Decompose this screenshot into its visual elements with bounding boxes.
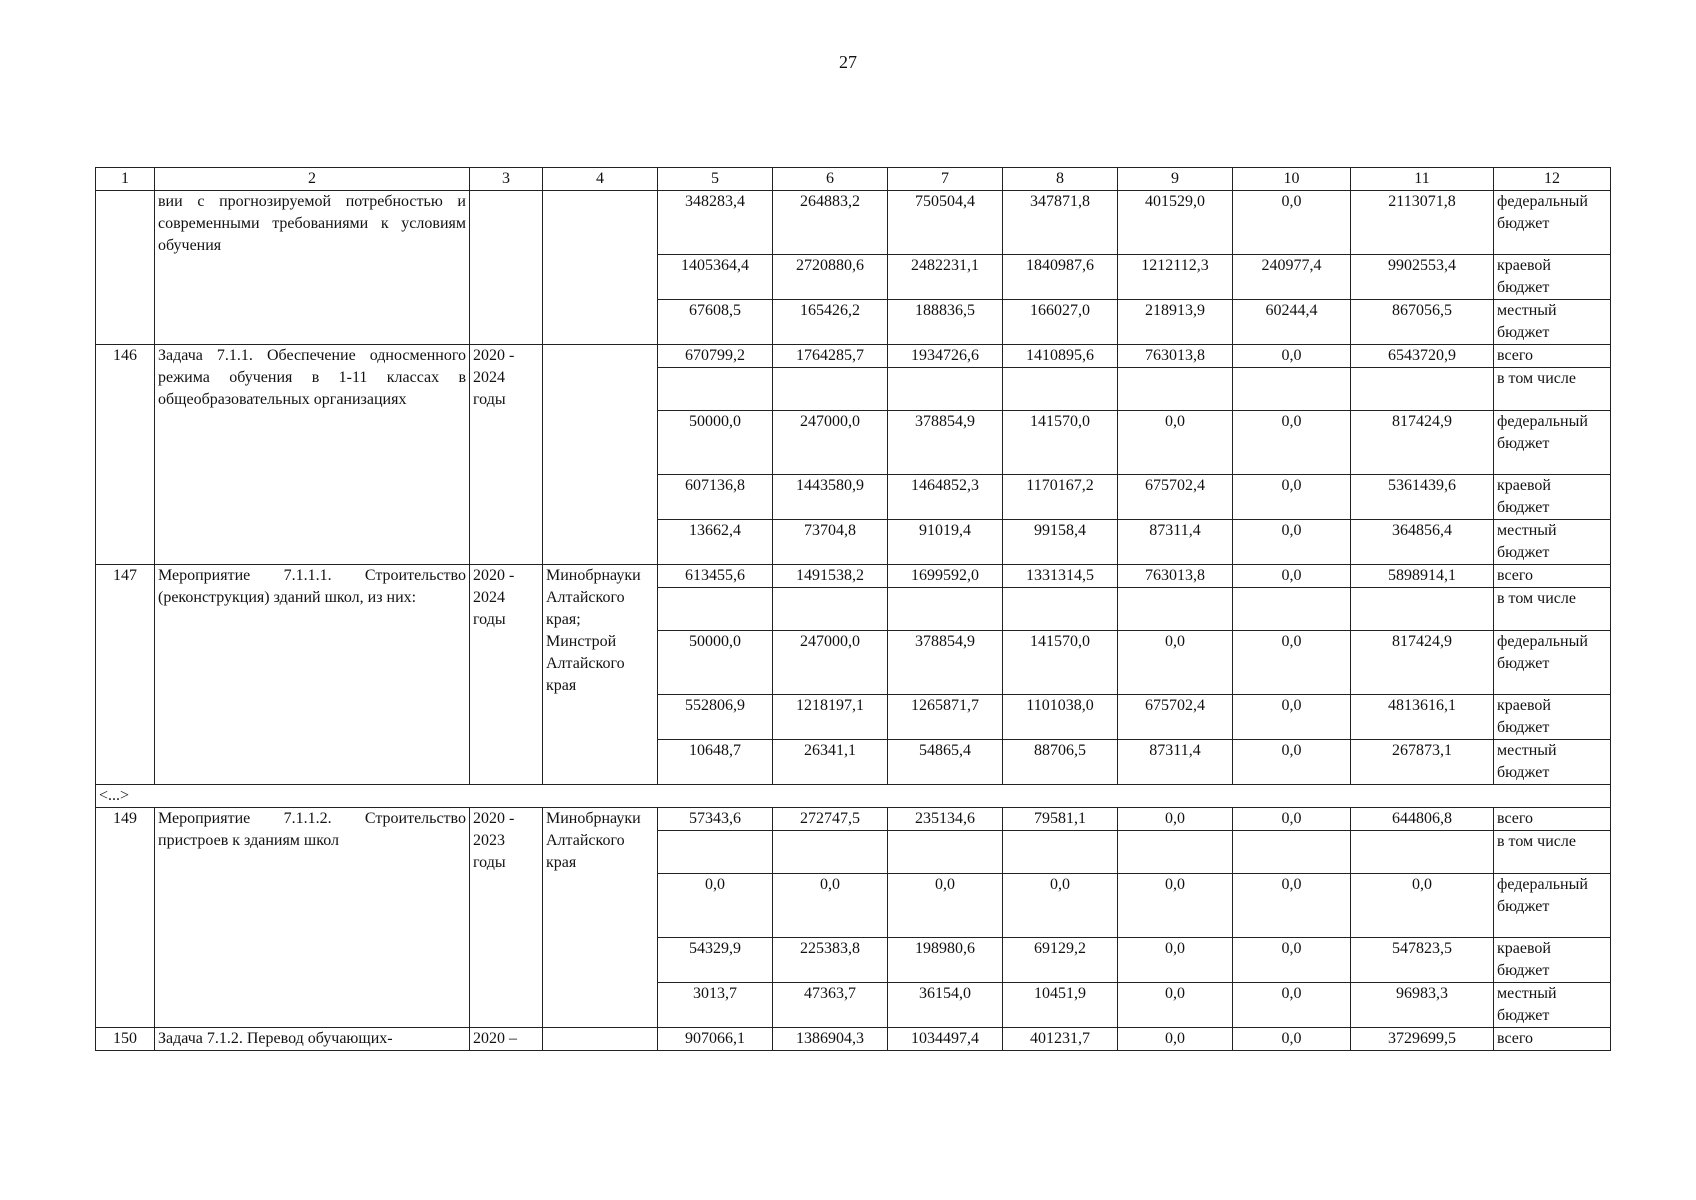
column-header: 10	[1233, 168, 1351, 191]
item-period: 2020 - 2023 годы	[470, 808, 543, 1028]
item-number: 147	[96, 565, 155, 785]
amount-cell: 54865,4	[888, 740, 1003, 785]
amount-cell: 96983,3	[1351, 983, 1494, 1028]
amount-cell: 0,0	[1118, 411, 1233, 475]
column-header: 11	[1351, 168, 1494, 191]
amount-cell	[1351, 588, 1494, 631]
amount-cell	[1118, 368, 1233, 411]
amount-cell: 0,0	[1233, 191, 1351, 255]
amount-cell: 1331314,5	[1003, 565, 1118, 588]
item-period	[470, 191, 543, 345]
amount-cell: 198980,6	[888, 938, 1003, 983]
amount-cell	[1003, 831, 1118, 874]
amount-cell: 87311,4	[1118, 520, 1233, 565]
table-row	[96, 1028, 1611, 1051]
funding-source: краевой бюджет	[1494, 255, 1611, 300]
amount-cell	[1118, 588, 1233, 631]
amount-cell: 225383,8	[773, 938, 888, 983]
amount-cell: 613455,6	[658, 565, 773, 588]
item-period: 2020 - 2024 годы	[470, 345, 543, 565]
amount-cell: 670799,2	[658, 345, 773, 368]
funding-source: краевой бюджет	[1494, 695, 1611, 740]
amount-cell	[888, 368, 1003, 411]
amount-cell: 1443580,9	[773, 475, 888, 520]
amount-cell: 0,0	[1233, 983, 1351, 1028]
item-description: Мероприятие 7.1.1.1. Строительство (реконструкция) зданий школ, из них:	[155, 565, 470, 785]
column-header: 7	[888, 168, 1003, 191]
amount-cell: 364856,4	[1351, 520, 1494, 565]
amount-cell: 1405364,4	[658, 255, 773, 300]
amount-cell: 0,0	[1233, 475, 1351, 520]
amount-cell: 1934726,6	[888, 345, 1003, 368]
funding-source: федеральный бюджет	[1494, 631, 1611, 695]
amount-cell: 0,0	[1233, 808, 1351, 831]
item-description: Мероприятие 7.1.1.2. Строительство пристроев к зданиям школ	[155, 808, 470, 1028]
amount-cell: 675702,4	[1118, 695, 1233, 740]
amount-cell: 50000,0	[658, 631, 773, 695]
amount-cell: 247000,0	[773, 631, 888, 695]
amount-cell: 750504,4	[888, 191, 1003, 255]
amount-cell: 91019,4	[888, 520, 1003, 565]
amount-cell: 5361439,6	[1351, 475, 1494, 520]
amount-cell: 235134,6	[888, 808, 1003, 831]
amount-cell: 763013,8	[1118, 345, 1233, 368]
amount-cell: 0,0	[1233, 520, 1351, 565]
amount-cell: 9902553,4	[1351, 255, 1494, 300]
amount-cell: 0,0	[1233, 938, 1351, 983]
amount-cell: 0,0	[1233, 631, 1351, 695]
amount-cell	[773, 588, 888, 631]
amount-cell: 1218197,1	[773, 695, 888, 740]
funding-source: всего	[1494, 345, 1611, 368]
table-row	[96, 808, 1611, 831]
header-row	[96, 168, 1611, 191]
amount-cell: 1034497,4	[888, 1028, 1003, 1051]
item-executor	[543, 1028, 658, 1051]
amount-cell: 2113071,8	[1351, 191, 1494, 255]
amount-cell	[1351, 831, 1494, 874]
item-period: 2020 - 2024 годы	[470, 565, 543, 785]
amount-cell: 0,0	[1118, 938, 1233, 983]
amount-cell: 79581,1	[1003, 808, 1118, 831]
funding-source: в том числе	[1494, 831, 1611, 874]
column-header: 5	[658, 168, 773, 191]
column-header: 6	[773, 168, 888, 191]
amount-cell	[1233, 588, 1351, 631]
amount-cell: 267873,1	[1351, 740, 1494, 785]
item-description: Задача 7.1.2. Перевод обучающих-	[155, 1028, 470, 1051]
amount-cell: 67608,5	[658, 300, 773, 345]
amount-cell: 817424,9	[1351, 631, 1494, 695]
amount-cell: 1265871,7	[888, 695, 1003, 740]
amount-cell: 247000,0	[773, 411, 888, 475]
funding-source: краевой бюджет	[1494, 938, 1611, 983]
amount-cell: 272747,5	[773, 808, 888, 831]
amount-cell: 141570,0	[1003, 411, 1118, 475]
funding-source: местный бюджет	[1494, 520, 1611, 565]
amount-cell: 166027,0	[1003, 300, 1118, 345]
amount-cell: 218913,9	[1118, 300, 1233, 345]
amount-cell	[658, 588, 773, 631]
funding-source: местный бюджет	[1494, 740, 1611, 785]
amount-cell: 0,0	[1233, 695, 1351, 740]
amount-cell: 347871,8	[1003, 191, 1118, 255]
amount-cell: 141570,0	[1003, 631, 1118, 695]
amount-cell: 0,0	[1233, 345, 1351, 368]
amount-cell	[658, 831, 773, 874]
item-description: вии с прогнозируемой потребностью и современными требованиями к условиям обучения	[155, 191, 470, 345]
amount-cell	[773, 831, 888, 874]
funding-source: в том числе	[1494, 368, 1611, 411]
amount-cell	[1351, 368, 1494, 411]
item-period: 2020 –	[470, 1028, 543, 1051]
amount-cell: 1212112,3	[1118, 255, 1233, 300]
amount-cell	[1118, 831, 1233, 874]
item-number	[96, 191, 155, 345]
ellipsis-row	[96, 785, 1611, 808]
item-number: 149	[96, 808, 155, 1028]
amount-cell: 73704,8	[773, 520, 888, 565]
amount-cell: 607136,8	[658, 475, 773, 520]
amount-cell: 1386904,3	[773, 1028, 888, 1051]
item-number: 146	[96, 345, 155, 565]
funding-source: федеральный бюджет	[1494, 874, 1611, 938]
column-header: 8	[1003, 168, 1118, 191]
amount-cell: 378854,9	[888, 631, 1003, 695]
column-header: 3	[470, 168, 543, 191]
item-executor: Минобрнауки Алтайского края	[543, 808, 658, 1028]
budget-table	[95, 167, 1611, 1051]
amount-cell: 165426,2	[773, 300, 888, 345]
amount-cell: 378854,9	[888, 411, 1003, 475]
amount-cell: 3013,7	[658, 983, 773, 1028]
amount-cell: 47363,7	[773, 983, 888, 1028]
funding-source: краевой бюджет	[1494, 475, 1611, 520]
amount-cell: 240977,4	[1233, 255, 1351, 300]
amount-cell: 1840987,6	[1003, 255, 1118, 300]
table-row	[96, 191, 1611, 255]
amount-cell: 0,0	[1118, 983, 1233, 1028]
funding-source: федеральный бюджет	[1494, 411, 1611, 475]
column-header: 2	[155, 168, 470, 191]
amount-cell: 0,0	[773, 874, 888, 938]
amount-cell: 348283,4	[658, 191, 773, 255]
funding-source: всего	[1494, 565, 1611, 588]
amount-cell	[773, 368, 888, 411]
amount-cell: 5898914,1	[1351, 565, 1494, 588]
amount-cell: 36154,0	[888, 983, 1003, 1028]
amount-cell: 0,0	[1233, 411, 1351, 475]
amount-cell: 26341,1	[773, 740, 888, 785]
amount-cell: 763013,8	[1118, 565, 1233, 588]
amount-cell	[888, 588, 1003, 631]
funding-source: всего	[1494, 1028, 1611, 1051]
amount-cell: 0,0	[1003, 874, 1118, 938]
amount-cell	[1233, 831, 1351, 874]
funding-source: местный бюджет	[1494, 300, 1611, 345]
funding-source: всего	[1494, 808, 1611, 831]
funding-source: федеральный бюджет	[1494, 191, 1611, 255]
amount-cell: 907066,1	[658, 1028, 773, 1051]
amount-cell: 401231,7	[1003, 1028, 1118, 1051]
amount-cell: 0,0	[1351, 874, 1494, 938]
amount-cell	[1003, 368, 1118, 411]
item-number: 150	[96, 1028, 155, 1051]
amount-cell: 50000,0	[658, 411, 773, 475]
item-description: Задача 7.1.1. Обеспечение односменного режима обучения в 1-11 классах в общеобразовательных организациях	[155, 345, 470, 565]
amount-cell: 188836,5	[888, 300, 1003, 345]
amount-cell: 0,0	[1233, 874, 1351, 938]
amount-cell: 0,0	[888, 874, 1003, 938]
column-header: 4	[543, 168, 658, 191]
amount-cell	[888, 831, 1003, 874]
amount-cell: 867056,5	[1351, 300, 1494, 345]
amount-cell: 4813616,1	[1351, 695, 1494, 740]
amount-cell: 2720880,6	[773, 255, 888, 300]
amount-cell: 1101038,0	[1003, 695, 1118, 740]
amount-cell: 547823,5	[1351, 938, 1494, 983]
amount-cell: 0,0	[658, 874, 773, 938]
column-header: 12	[1494, 168, 1611, 191]
amount-cell: 552806,9	[658, 695, 773, 740]
amount-cell: 1491538,2	[773, 565, 888, 588]
amount-cell: 401529,0	[1118, 191, 1233, 255]
amount-cell: 0,0	[1233, 740, 1351, 785]
amount-cell: 10648,7	[658, 740, 773, 785]
item-executor	[543, 345, 658, 565]
amount-cell: 99158,4	[1003, 520, 1118, 565]
amount-cell: 13662,4	[658, 520, 773, 565]
item-executor	[543, 191, 658, 345]
ellipsis-marker: <...>	[96, 785, 1611, 808]
amount-cell: 3729699,5	[1351, 1028, 1494, 1051]
amount-cell: 60244,4	[1233, 300, 1351, 345]
amount-cell: 69129,2	[1003, 938, 1118, 983]
amount-cell: 1170167,2	[1003, 475, 1118, 520]
amount-cell: 817424,9	[1351, 411, 1494, 475]
amount-cell: 0,0	[1118, 631, 1233, 695]
amount-cell: 54329,9	[658, 938, 773, 983]
page-number: 27	[839, 52, 857, 72]
funding-source: в том числе	[1494, 588, 1611, 631]
amount-cell: 1464852,3	[888, 475, 1003, 520]
amount-cell	[1233, 368, 1351, 411]
amount-cell: 264883,2	[773, 191, 888, 255]
amount-cell	[658, 368, 773, 411]
amount-cell: 0,0	[1118, 1028, 1233, 1051]
amount-cell	[1003, 588, 1118, 631]
table-row	[96, 565, 1611, 588]
item-executor: Минобрнауки Алтайского края; Минстрой Алтайского края	[543, 565, 658, 785]
amount-cell: 6543720,9	[1351, 345, 1494, 368]
amount-cell: 0,0	[1233, 1028, 1351, 1051]
amount-cell: 88706,5	[1003, 740, 1118, 785]
amount-cell: 57343,6	[658, 808, 773, 831]
amount-cell: 1764285,7	[773, 345, 888, 368]
table-body	[96, 191, 1611, 1051]
amount-cell: 1699592,0	[888, 565, 1003, 588]
amount-cell: 0,0	[1118, 874, 1233, 938]
funding-source: местный бюджет	[1494, 983, 1611, 1028]
column-header: 9	[1118, 168, 1233, 191]
amount-cell: 0,0	[1233, 565, 1351, 588]
amount-cell: 675702,4	[1118, 475, 1233, 520]
amount-cell: 0,0	[1118, 808, 1233, 831]
amount-cell: 10451,9	[1003, 983, 1118, 1028]
table-row	[96, 345, 1611, 368]
amount-cell: 87311,4	[1118, 740, 1233, 785]
amount-cell: 2482231,1	[888, 255, 1003, 300]
column-header: 1	[96, 168, 155, 191]
amount-cell: 644806,8	[1351, 808, 1494, 831]
amount-cell: 1410895,6	[1003, 345, 1118, 368]
